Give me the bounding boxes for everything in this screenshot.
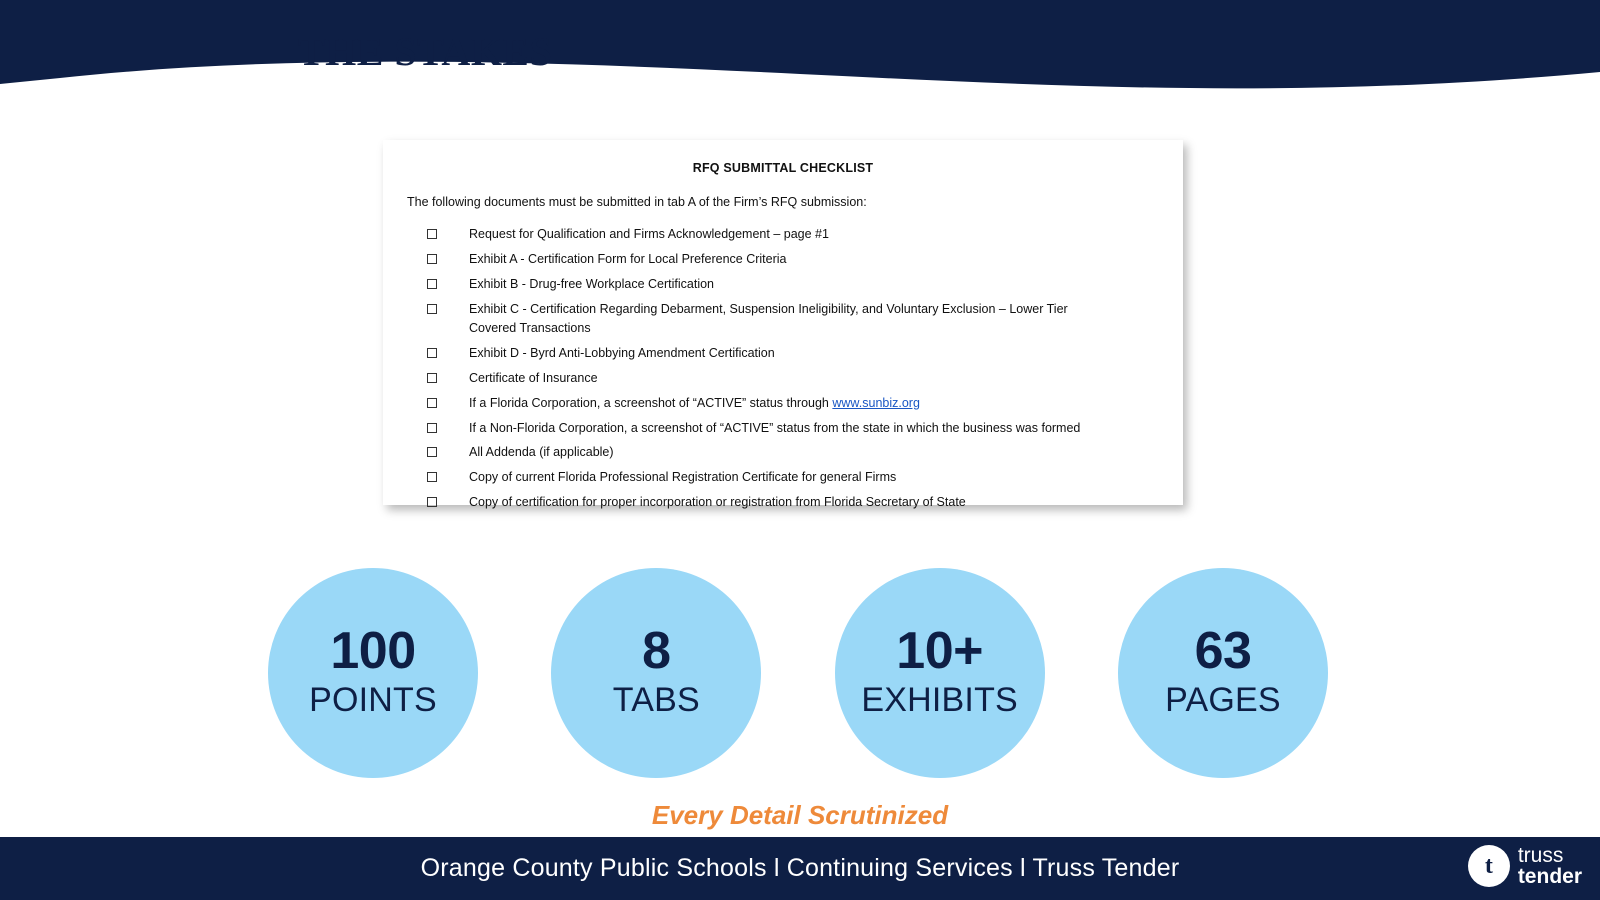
- list-item-label: Request for Qualification and Firms Acknowledgement – page #1: [469, 227, 829, 241]
- stat-value: 8: [642, 622, 671, 681]
- list-item-label: Exhibit D - Byrd Anti-Lobbying Amendment Certification: [469, 345, 775, 360]
- header-wave-banner: [0, 0, 1600, 110]
- list-item: [405, 419, 1161, 438]
- list-item: [405, 275, 1161, 294]
- stat-value: 100: [330, 622, 416, 681]
- stat-value: 10+: [896, 622, 984, 681]
- list-item-text: If a Florida Corporation, a screenshot of “ACTIVE” status through: [469, 395, 833, 410]
- list-item: [405, 468, 1161, 487]
- list-item: [405, 225, 1161, 244]
- rfq-checklist-document: [383, 140, 1183, 510]
- list-item: [405, 300, 1161, 339]
- tagline: Every Detail Scrutinized: [651, 800, 949, 830]
- list-item-label: Copy of current Florida Professional Registration Certificate for general Firms: [469, 470, 897, 485]
- stat-label: EXHIBITS: [861, 681, 1018, 720]
- checkbox-icon[interactable]: [427, 373, 437, 383]
- list-item-label: Exhibit B - Drug-free Workplace Certification: [469, 276, 714, 291]
- checkbox-icon[interactable]: [427, 229, 437, 239]
- stat-circle-group: [268, 568, 1328, 778]
- stat-label: POINTS: [309, 681, 437, 720]
- stat-circle-exhibits: [835, 568, 1045, 778]
- document-intro-text: The following documents must be submitted in tab A of the Firm’s RFQ submission:: [407, 195, 867, 209]
- logo-wordmark: [1518, 845, 1582, 888]
- checkbox-icon[interactable]: [427, 497, 437, 507]
- stat-circle-tabs: [551, 568, 761, 778]
- stat-circle-points: [268, 568, 478, 778]
- list-item-label: [469, 394, 920, 413]
- stat-value: 63: [1194, 622, 1252, 681]
- checkbox-icon[interactable]: [427, 254, 437, 264]
- stat-label: PAGES: [1165, 681, 1281, 720]
- page-title: THE STAKES: [298, 29, 553, 74]
- logo-mark-icon: t: [1468, 845, 1510, 887]
- checkbox-icon[interactable]: [427, 447, 437, 457]
- checkbox-icon[interactable]: [427, 472, 437, 482]
- checklist: [405, 225, 1161, 513]
- list-item-label: Exhibit C - Certification Regarding Debarment, Suspension Ineligibility, and Voluntary Exclusion – Lower Tier Covered Transactions: [469, 301, 1068, 335]
- list-item: [405, 493, 1161, 512]
- footer-text: Orange County Public Schools l Continuing Services l Truss Tender: [420, 854, 1180, 882]
- list-item: [405, 344, 1161, 363]
- checkbox-icon[interactable]: [427, 423, 437, 433]
- list-item: [405, 369, 1161, 388]
- list-item-label: Certificate of Insurance: [469, 370, 598, 385]
- checkbox-icon[interactable]: [427, 279, 437, 289]
- checkbox-icon[interactable]: [427, 348, 437, 358]
- list-item: [405, 394, 1161, 413]
- list-item: [405, 443, 1161, 462]
- footer-bar: [0, 837, 1600, 900]
- truss-tender-logo: [1468, 845, 1582, 888]
- list-item-label: If a Non-Florida Corporation, a screenshot of “ACTIVE” status from the state in which the business was formed: [469, 420, 1081, 435]
- stat-circle-pages: [1118, 568, 1328, 778]
- checkbox-icon[interactable]: [427, 304, 437, 314]
- checkbox-icon[interactable]: [427, 398, 437, 408]
- logo-line-1: truss: [1517, 844, 1564, 867]
- list-item-label: Copy of certification for proper incorporation or registration from Florida Secretary of State: [469, 495, 966, 510]
- sunbiz-link[interactable]: www.sunbiz.org: [832, 395, 920, 410]
- list-item-label: All Addenda (if applicable): [469, 445, 614, 460]
- list-item: [405, 250, 1161, 269]
- logo-line-2: tender: [1517, 865, 1582, 889]
- document-title: RFQ SUBMITTAL CHECKLIST: [692, 161, 874, 175]
- stat-label: TABS: [612, 681, 700, 720]
- list-item-label: Exhibit A - Certification Form for Local Preference Criteria: [469, 251, 787, 266]
